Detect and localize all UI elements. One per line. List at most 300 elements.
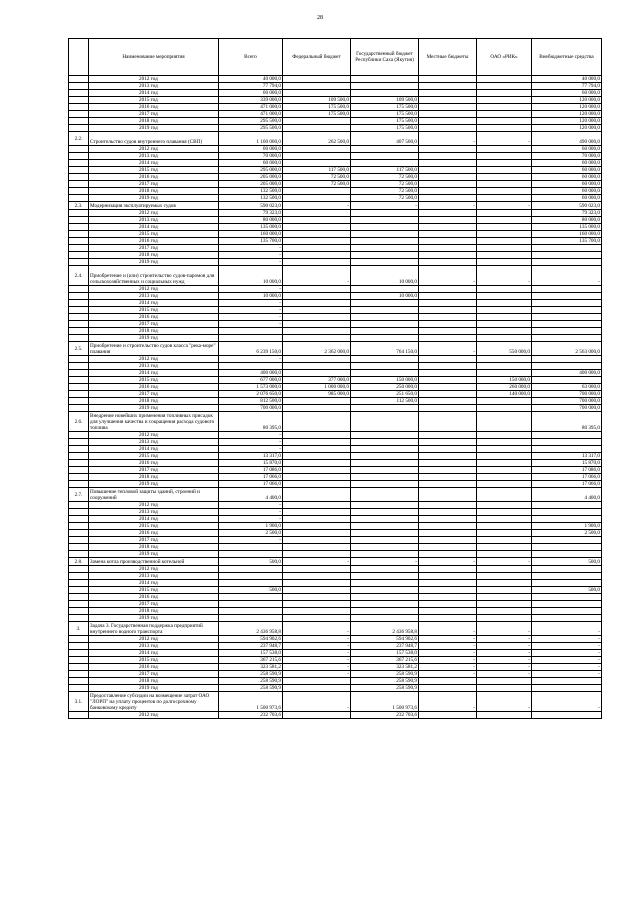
row-number-cell (69, 245, 89, 252)
row-name-cell: 2012 год (89, 210, 219, 217)
table-row (69, 453, 602, 460)
row-number-cell (69, 643, 89, 650)
row-republic-cell (351, 601, 419, 608)
row-number-cell (69, 90, 89, 97)
row-republic-cell (351, 544, 419, 551)
row-number-cell (69, 537, 89, 544)
row-republic-cell (351, 224, 419, 231)
row-republic-cell: 175 500,0 (351, 104, 419, 111)
row-federal-cell (283, 188, 351, 195)
row-total-cell: 80 395,0 (219, 412, 283, 432)
row-federal-cell (283, 509, 351, 516)
row-number-cell (69, 594, 89, 601)
row-number-cell (69, 432, 89, 439)
row-number-cell (69, 530, 89, 537)
row-total-cell: 40 000,0 (219, 76, 283, 83)
row-republic-cell: 117 500,0 (351, 167, 419, 174)
row-federal-cell (283, 363, 351, 370)
row-number-cell (69, 573, 89, 580)
row-total-cell: 2 500,0 (219, 530, 283, 537)
row-number-cell (69, 335, 89, 342)
row-local-cell (419, 118, 477, 125)
row-name-cell: 2019 год (89, 195, 219, 202)
row-oao-rik-cell (477, 460, 532, 467)
row-name-cell: 2013 год (89, 643, 219, 650)
row-name-cell: 2013 год (89, 363, 219, 370)
row-republic-cell (351, 573, 419, 580)
row-federal-cell: 2 362 000,0 (283, 342, 351, 356)
row-number-cell (69, 474, 89, 481)
row-total-cell: 295 000,0 (219, 167, 283, 174)
row-federal-cell (283, 293, 351, 300)
row-name-cell: 2017 год (89, 391, 219, 398)
row-federal-cell (283, 286, 351, 293)
header-oao-rik: ОАО «РИК» (477, 39, 532, 76)
table-row (69, 643, 602, 650)
row-extrabudgetary-cell: 2 563 000,0 (532, 342, 602, 356)
row-name-cell: 2013 год (89, 509, 219, 516)
row-extrabudgetary-cell (532, 537, 602, 544)
row-total-cell: - (219, 537, 283, 544)
row-oao-rik-cell (477, 245, 532, 252)
row-republic-cell: 72 500,0 (351, 174, 419, 181)
row-number-cell (69, 377, 89, 384)
row-total-cell: 258 590,9 (219, 678, 283, 685)
row-total-cell: 590 023,0 (219, 202, 283, 210)
row-name-cell: 2016 год (89, 664, 219, 671)
row-number-cell (69, 167, 89, 174)
header-extrabudgetary: Внебюджетные средства (532, 39, 602, 76)
row-name-cell: 2016 год (89, 314, 219, 321)
row-oao-rik-cell (477, 335, 532, 342)
row-name-cell: 2012 год (89, 146, 219, 153)
row-number-cell (69, 111, 89, 118)
row-total-cell: - (219, 252, 283, 259)
row-extrabudgetary-cell: - (532, 622, 602, 636)
row-oao-rik-cell (477, 111, 532, 118)
row-extrabudgetary-cell (532, 259, 602, 266)
row-name-cell: 2017 год (89, 321, 219, 328)
row-local-cell: - (419, 558, 477, 566)
row-republic-cell: 764 150,0 (351, 342, 419, 356)
row-name-cell: 2013 год (89, 83, 219, 90)
table-row (69, 252, 602, 259)
table-row (69, 685, 602, 692)
row-number-cell (69, 195, 89, 202)
row-local-cell: - (419, 132, 477, 146)
row-local-cell (419, 238, 477, 245)
row-extrabudgetary-cell (532, 286, 602, 293)
row-oao-rik-cell (477, 712, 532, 719)
row-extrabudgetary-cell: 120 000,0 (532, 97, 602, 104)
row-oao-rik-cell (477, 252, 532, 259)
row-extrabudgetary-cell: 15 870,0 (532, 460, 602, 467)
row-republic-cell: - (351, 202, 419, 210)
row-federal-cell (283, 335, 351, 342)
row-federal-cell (283, 83, 351, 90)
row-name-cell: Внедрение новейших применения топливных присадок для улучшения качества и сокращения расхода судового топлива (89, 412, 219, 432)
row-oao-rik-cell (477, 321, 532, 328)
table-row (69, 622, 602, 636)
row-federal-cell: 72 500,0 (283, 181, 351, 188)
row-oao-rik-cell (477, 566, 532, 573)
row-extrabudgetary-cell: 63 000,0 (532, 384, 602, 391)
row-extrabudgetary-cell (532, 363, 602, 370)
row-name-cell: 2015 год (89, 523, 219, 530)
budget-table (68, 38, 602, 719)
row-extrabudgetary-cell: 70 000,0 (532, 153, 602, 160)
row-name-cell: 2015 год (89, 657, 219, 664)
table-row (69, 712, 602, 719)
table-row (69, 474, 602, 481)
row-oao-rik-cell (477, 314, 532, 321)
row-oao-rik-cell (477, 453, 532, 460)
row-name-cell: 2019 год (89, 335, 219, 342)
row-number-cell (69, 224, 89, 231)
row-number-cell (69, 321, 89, 328)
row-local-cell (419, 224, 477, 231)
row-federal-cell (283, 405, 351, 412)
table-row (69, 439, 602, 446)
row-name-cell: Предоставление субсидии на возмещение затрат ОАО "ЛОРП" на уплату процентов по долгосрочному банковскому кредиту (89, 692, 219, 712)
header-total: Всего (219, 39, 283, 76)
row-oao-rik-cell (477, 523, 532, 530)
row-extrabudgetary-cell (532, 615, 602, 622)
table-row (69, 502, 602, 509)
row-name-cell: 2016 год (89, 460, 219, 467)
row-name-cell: 2018 год (89, 328, 219, 335)
header-federal-budget: Федеральный бюджет (283, 39, 351, 76)
row-federal-cell: - (283, 202, 351, 210)
row-federal-cell (283, 432, 351, 439)
row-name-cell: 2016 год (89, 238, 219, 245)
row-number-cell (69, 153, 89, 160)
row-federal-cell (283, 356, 351, 363)
row-total-cell: 157 538,0 (219, 650, 283, 657)
row-local-cell (419, 587, 477, 594)
row-oao-rik-cell (477, 286, 532, 293)
row-total-cell: 700 000,0 (219, 405, 283, 412)
table-row (69, 587, 602, 594)
table-row (69, 174, 602, 181)
row-total-cell: 77 794,0 (219, 83, 283, 90)
row-number-cell (69, 363, 89, 370)
row-republic-cell (351, 314, 419, 321)
row-total-cell (219, 580, 283, 587)
row-total-cell: 17 066,0 (219, 474, 283, 481)
row-extrabudgetary-cell (532, 685, 602, 692)
row-federal-cell (283, 231, 351, 238)
row-name-cell: 2014 год (89, 446, 219, 453)
row-number-cell (69, 160, 89, 167)
row-federal-cell: - (283, 692, 351, 712)
row-oao-rik-cell (477, 587, 532, 594)
row-name-cell: 2012 год (89, 76, 219, 83)
row-oao-rik-cell: - (477, 558, 532, 566)
row-republic-cell: - (351, 558, 419, 566)
row-extrabudgetary-cell (532, 516, 602, 523)
row-republic-cell: 258 590,9 (351, 671, 419, 678)
row-oao-rik-cell (477, 580, 532, 587)
row-extrabudgetary-cell (532, 580, 602, 587)
table-row (69, 231, 602, 238)
row-name-cell: 2018 год (89, 678, 219, 685)
table-row (69, 650, 602, 657)
row-total-cell (219, 544, 283, 551)
row-number-cell (69, 664, 89, 671)
row-local-cell: - (419, 636, 477, 643)
row-republic-cell: 250 000,0 (351, 384, 419, 391)
row-federal-cell (283, 300, 351, 307)
row-republic-cell (351, 439, 419, 446)
table-row (69, 202, 602, 210)
row-federal-cell (283, 217, 351, 224)
row-number-cell (69, 566, 89, 573)
row-local-cell (419, 615, 477, 622)
row-extrabudgetary-cell: 60 000,0 (532, 146, 602, 153)
row-name-cell: 2017 год (89, 245, 219, 252)
row-extrabudgetary-cell: 500,0 (532, 558, 602, 566)
row-republic-cell: 112 500,0 (351, 398, 419, 405)
table-row (69, 356, 602, 363)
row-number-cell (69, 181, 89, 188)
row-total-cell: - (219, 245, 283, 252)
row-oao-rik-cell: 150 000,0 (477, 377, 532, 384)
row-name-cell: 2014 год (89, 516, 219, 523)
row-republic-cell (351, 608, 419, 615)
row-extrabudgetary-cell (532, 307, 602, 314)
row-extrabudgetary-cell: 120 000,0 (532, 125, 602, 132)
row-name-cell: 2016 год (89, 104, 219, 111)
row-local-cell (419, 509, 477, 516)
row-republic-cell (351, 210, 419, 217)
row-extrabudgetary-cell (532, 439, 602, 446)
table-row (69, 573, 602, 580)
row-number-cell (69, 174, 89, 181)
row-extrabudgetary-cell: - (532, 650, 602, 657)
row-extrabudgetary-cell: 120 000,0 (532, 104, 602, 111)
row-oao-rik-cell (477, 83, 532, 90)
row-local-cell (419, 111, 477, 118)
row-federal-cell (283, 488, 351, 502)
table-row (69, 153, 602, 160)
row-republic-cell (351, 245, 419, 252)
table-row (69, 259, 602, 266)
row-local-cell: - (419, 622, 477, 636)
row-name-cell: 2014 год (89, 650, 219, 657)
row-republic-cell (351, 446, 419, 453)
table-row (69, 530, 602, 537)
row-republic-cell (351, 146, 419, 153)
row-local-cell (419, 76, 477, 83)
row-federal-cell (283, 453, 351, 460)
row-federal-cell (283, 321, 351, 328)
row-extrabudgetary-cell (532, 328, 602, 335)
row-name-cell: 2014 год (89, 580, 219, 587)
row-total-cell: 471 000,0 (219, 111, 283, 118)
row-local-cell (419, 363, 477, 370)
row-republic-cell (351, 363, 419, 370)
row-oao-rik-cell (477, 601, 532, 608)
row-extrabudgetary-cell: 60 000,0 (532, 181, 602, 188)
row-oao-rik-cell (477, 446, 532, 453)
row-local-cell: - (419, 643, 477, 650)
row-total-cell: 10 000,0 (219, 293, 283, 300)
row-number-cell: 2.8. (69, 558, 89, 566)
row-extrabudgetary-cell: 60 000,0 (532, 174, 602, 181)
row-oao-rik-cell: - (477, 650, 532, 657)
row-local-cell (419, 300, 477, 307)
row-extrabudgetary-cell: 135 700,0 (532, 238, 602, 245)
row-extrabudgetary-cell: 17 086,0 (532, 467, 602, 474)
row-total-cell: 205 000,0 (219, 174, 283, 181)
table-header-row (69, 39, 602, 76)
row-federal-cell: 109 500,0 (283, 97, 351, 104)
row-number-cell (69, 146, 89, 153)
row-republic-cell: 10 000,0 (351, 266, 419, 286)
row-extrabudgetary-cell: - (532, 636, 602, 643)
row-federal-cell (283, 439, 351, 446)
row-number-cell (69, 125, 89, 132)
row-local-cell (419, 439, 477, 446)
row-total-cell (219, 573, 283, 580)
row-name-cell: 2016 год (89, 384, 219, 391)
row-oao-rik-cell (477, 167, 532, 174)
row-number-cell (69, 685, 89, 692)
row-federal-cell (283, 580, 351, 587)
row-republic-cell: 258 590,9 (351, 685, 419, 692)
row-total-cell (219, 601, 283, 608)
row-local-cell (419, 97, 477, 104)
row-total-cell: 1 573 000,0 (219, 384, 283, 391)
row-local-cell (419, 712, 477, 719)
row-name-cell: 2018 год (89, 474, 219, 481)
row-local-cell (419, 335, 477, 342)
table-row (69, 671, 602, 678)
row-extrabudgetary-cell: 40 000,0 (532, 76, 602, 83)
row-local-cell (419, 474, 477, 481)
row-federal-cell (283, 195, 351, 202)
table-row (69, 412, 602, 432)
row-local-cell (419, 286, 477, 293)
row-federal-cell (283, 601, 351, 608)
row-republic-cell (351, 509, 419, 516)
row-number-cell (69, 509, 89, 516)
row-local-cell (419, 678, 477, 685)
row-number-cell (69, 384, 89, 391)
header-local-budgets: Местные бюджеты (419, 39, 477, 76)
row-federal-cell (283, 594, 351, 601)
row-name-cell: 2013 год (89, 217, 219, 224)
row-name-cell: 2014 год (89, 224, 219, 231)
row-number-cell (69, 481, 89, 488)
table-row (69, 286, 602, 293)
row-oao-rik-cell (477, 370, 532, 377)
row-name-cell: 2017 год (89, 111, 219, 118)
table-row (69, 481, 602, 488)
row-extrabudgetary-cell: 2 500,0 (532, 530, 602, 537)
row-number-cell (69, 286, 89, 293)
row-number-cell (69, 231, 89, 238)
row-oao-rik-cell (477, 118, 532, 125)
row-extrabudgetary-cell: 80 395,0 (532, 412, 602, 432)
table-row (69, 307, 602, 314)
row-republic-cell (351, 412, 419, 432)
row-name-cell: 2016 год (89, 174, 219, 181)
row-local-cell (419, 453, 477, 460)
table-row (69, 224, 602, 231)
row-name-cell: 2012 год (89, 712, 219, 719)
row-federal-cell: 72 500,0 (283, 174, 351, 181)
row-republic-cell (351, 328, 419, 335)
row-extrabudgetary-cell (532, 502, 602, 509)
row-number-cell (69, 551, 89, 558)
row-republic-cell (351, 76, 419, 83)
row-oao-rik-cell (477, 307, 532, 314)
row-number-cell: 2.6. (69, 412, 89, 432)
table-row (69, 601, 602, 608)
row-name-cell: 2014 год (89, 90, 219, 97)
row-name-cell: 2015 год (89, 307, 219, 314)
row-oao-rik-cell: - (477, 132, 532, 146)
row-oao-rik-cell (477, 356, 532, 363)
table-row (69, 363, 602, 370)
row-oao-rik-cell (477, 608, 532, 615)
row-total-cell: 6 239 150,0 (219, 342, 283, 356)
row-federal-cell: - (283, 622, 351, 636)
row-oao-rik-cell: 260 000,0 (477, 384, 532, 391)
table-row (69, 118, 602, 125)
row-extrabudgetary-cell: 60 000,0 (532, 188, 602, 195)
row-federal-cell (283, 685, 351, 692)
row-total-cell: 79 323,0 (219, 210, 283, 217)
row-extrabudgetary-cell: - (532, 657, 602, 664)
row-federal-cell: - (283, 650, 351, 657)
table-row (69, 181, 602, 188)
row-total-cell: 17 066,0 (219, 481, 283, 488)
row-oao-rik-cell (477, 530, 532, 537)
row-federal-cell (283, 259, 351, 266)
row-name-cell: 2015 год (89, 167, 219, 174)
row-extrabudgetary-cell (532, 544, 602, 551)
row-total-cell: 594 902,6 (219, 636, 283, 643)
row-republic-cell: 72 500,0 (351, 181, 419, 188)
row-name-cell: 2016 год (89, 594, 219, 601)
table-row (69, 370, 602, 377)
row-number-cell (69, 446, 89, 453)
row-extrabudgetary-cell: 700 000,0 (532, 391, 602, 398)
row-number-cell: 2.4. (69, 266, 89, 286)
row-name-cell: 2016 год (89, 530, 219, 537)
row-extrabudgetary-cell: 79 323,0 (532, 210, 602, 217)
row-local-cell: - (419, 342, 477, 356)
row-total-cell: 295 500,0 (219, 125, 283, 132)
row-federal-cell (283, 160, 351, 167)
row-republic-cell: 323 581,2 (351, 664, 419, 671)
row-extrabudgetary-cell: 77 794,0 (532, 83, 602, 90)
row-name-cell: 2017 год (89, 181, 219, 188)
row-republic-cell (351, 566, 419, 573)
row-extrabudgetary-cell (532, 314, 602, 321)
table-row (69, 266, 602, 286)
row-extrabudgetary-cell: 400 000,0 (532, 370, 602, 377)
row-oao-rik-cell (477, 97, 532, 104)
row-republic-cell (351, 300, 419, 307)
row-total-cell: 1 500 973,6 (219, 692, 283, 712)
row-extrabudgetary-cell (532, 377, 602, 384)
row-oao-rik-cell (477, 293, 532, 300)
row-republic-cell (351, 502, 419, 509)
